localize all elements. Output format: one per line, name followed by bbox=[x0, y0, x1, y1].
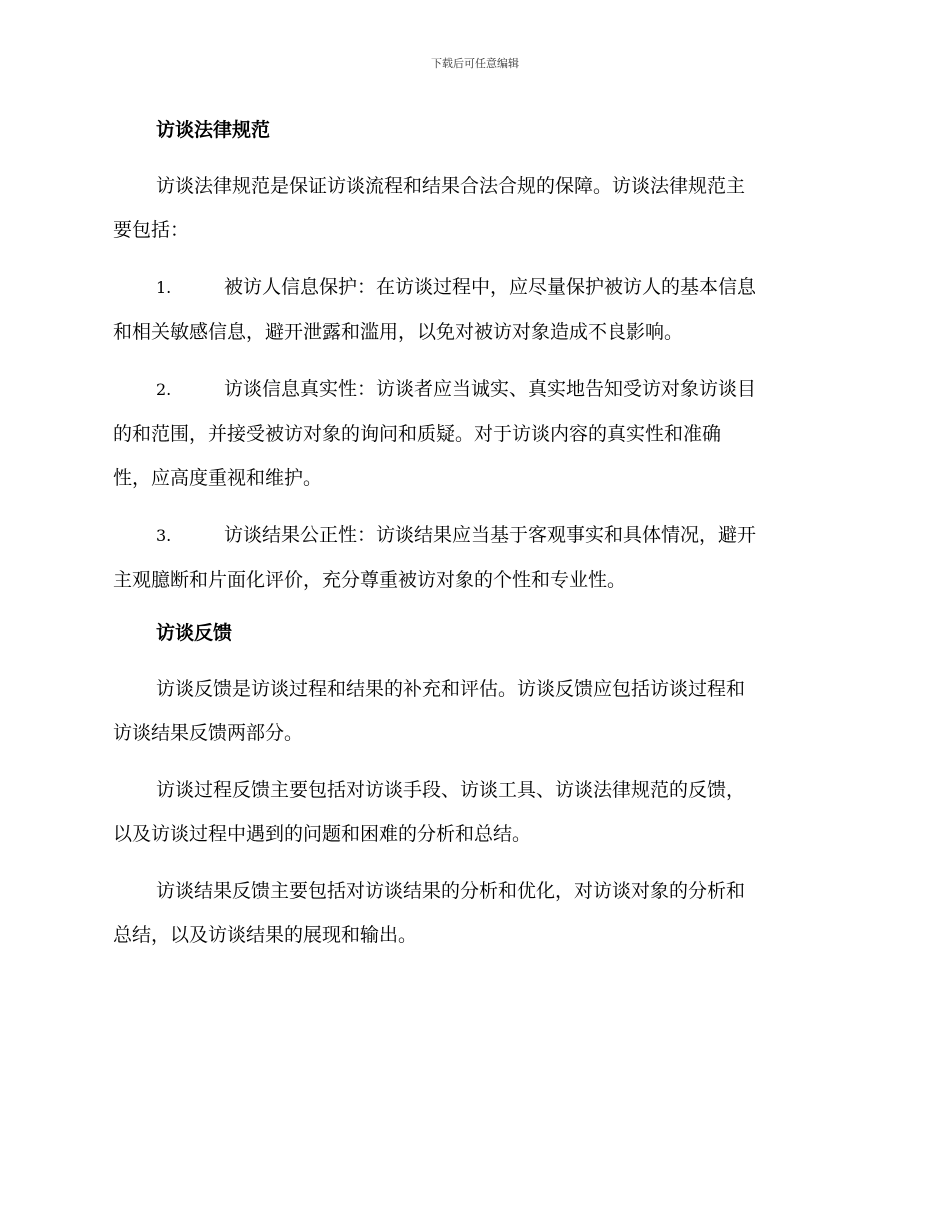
text-line bbox=[113, 513, 835, 558]
text-line: 访谈法律规范是保证访谈流程和结果合法合规的保障。访谈法律规范主 bbox=[156, 175, 746, 197]
list-item-text: 访谈结果公正性：访谈结果应当基于客观事实和具体情况，避开 bbox=[224, 524, 757, 546]
text-line bbox=[113, 367, 835, 412]
list-item-number: 3. bbox=[156, 526, 172, 545]
list-item bbox=[113, 513, 835, 602]
text-line: 和相关敏感信息，避开泄露和滥用，以免对被访对象造成不良影响。 bbox=[113, 321, 684, 343]
text-line: 访谈结果反馈主要包括对访谈结果的分析和优化，对访谈对象的分析和 bbox=[156, 880, 746, 902]
text-line: 的和范围，并接受被访对象的询问和质疑。对于访谈内容的真实性和准确 bbox=[113, 423, 722, 445]
text-line: 主观臆断和片面化评价，充分尊重被访对象的个性和专业性。 bbox=[113, 569, 627, 591]
text-line: 性，应高度重视和维护。 bbox=[113, 467, 323, 489]
list-item bbox=[113, 367, 835, 500]
section-heading-legal-norms: 访谈法律规范 bbox=[156, 119, 271, 141]
paragraph-process-feedback bbox=[113, 768, 835, 856]
list-item-number: 1. bbox=[156, 278, 172, 297]
list-item-text: 被访人信息保护：在访谈过程中，应尽量保护被访人的基本信息 bbox=[224, 276, 757, 298]
text-line: 总结，以及访谈结果的展现和输出。 bbox=[113, 924, 418, 946]
text-line: 访谈结果反馈两部分。 bbox=[113, 722, 304, 744]
text-line: 访谈过程反馈主要包括对访谈手段、访谈工具、访谈法律规范的反馈， bbox=[156, 779, 746, 801]
text-line bbox=[113, 265, 835, 310]
list-item bbox=[113, 265, 835, 354]
section-heading-feedback: 访谈反馈 bbox=[156, 622, 233, 644]
text-line: 访谈反馈是访谈过程和结果的补充和评估。访谈反馈应包括访谈过程和 bbox=[156, 678, 746, 700]
text-line: 以及访谈过程中遇到的问题和困难的分析和总结。 bbox=[113, 823, 532, 845]
paragraph-legal-norms-intro bbox=[113, 164, 835, 252]
list-item-text: 访谈信息真实性：访谈者应当诚实、真实地告知受访对象访谈目 bbox=[224, 378, 757, 400]
list-item-number: 2. bbox=[156, 380, 172, 399]
paragraph-feedback-overview bbox=[113, 667, 835, 755]
document-body bbox=[113, 112, 835, 970]
page-header-note: 下载后可任意编辑 bbox=[431, 57, 519, 70]
paragraph-result-feedback bbox=[113, 869, 835, 957]
text-line: 要包括： bbox=[113, 219, 190, 241]
